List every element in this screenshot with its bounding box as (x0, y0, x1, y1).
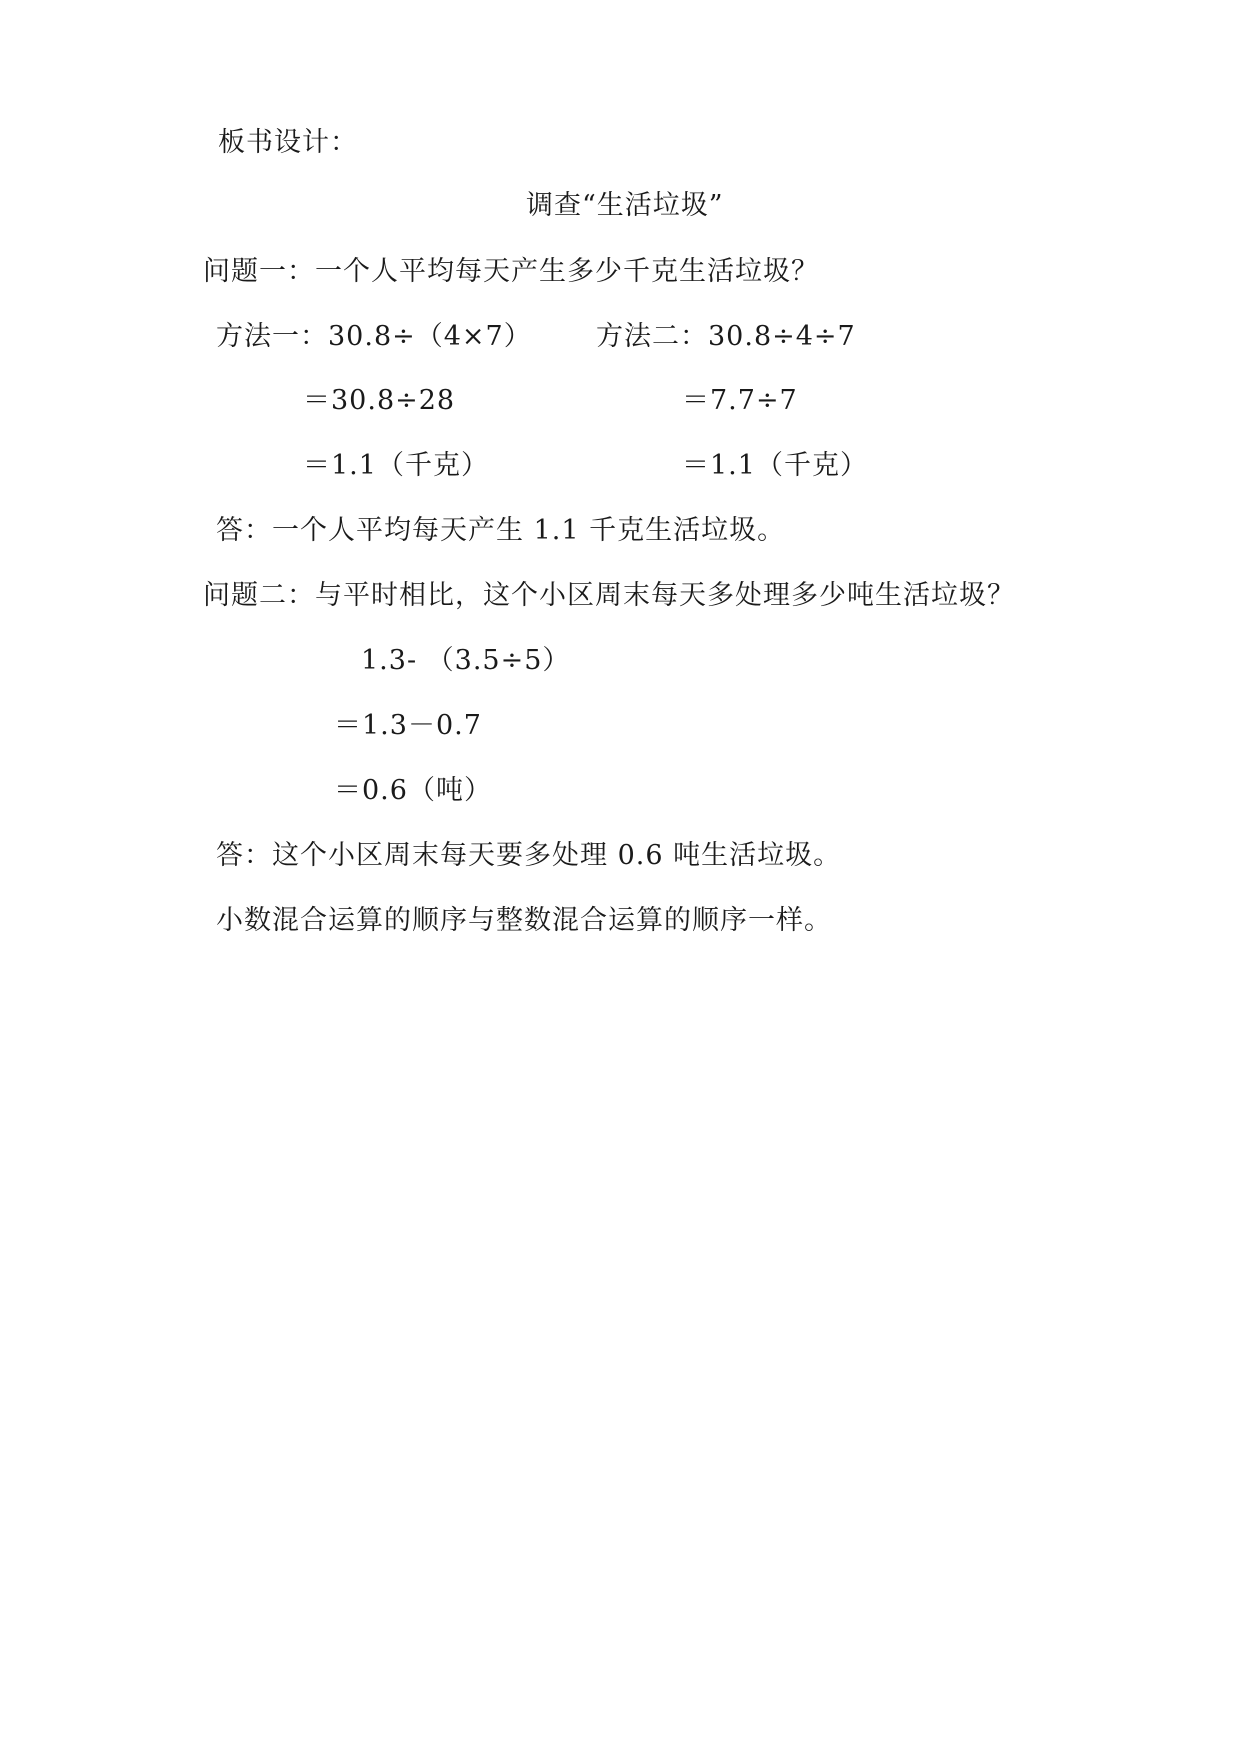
method-two-line-1: 方法二：30.8÷4÷7 (596, 321, 856, 352)
question-two-line-3: ＝0.6（吨） (334, 775, 492, 806)
method-two-line-3: ＝1.1（千克） (682, 450, 868, 481)
method-one-line-1: 方法一：30.8÷（4×7） (216, 321, 532, 352)
conclusion: 小数混合运算的顺序与整数混合运算的顺序一样。 (216, 905, 832, 936)
document-title: 调查“生活垃圾” (526, 190, 724, 221)
board-design-heading: 板书设计： (218, 127, 358, 158)
question-two: 问题二：与平时相比，这个小区周末每天多处理多少吨生活垃圾？ (203, 580, 1015, 611)
method-one-line-3: ＝1.1（千克） (303, 450, 489, 481)
question-two-line-1: 1.3- （3.5÷5） (361, 645, 571, 676)
question-one: 问题一：一个人平均每天产生多少千克生活垃圾？ (203, 256, 819, 287)
question-two-line-2: ＝1.3－0.7 (334, 710, 482, 741)
method-two-line-2: ＝7.7÷7 (682, 385, 798, 416)
answer-two: 答：这个小区周末每天要多处理 0.6 吨生活垃圾。 (216, 840, 842, 871)
method-one-line-2: ＝30.8÷28 (303, 385, 456, 416)
answer-one: 答：一个人平均每天产生 1.1 千克生活垃圾。 (216, 515, 786, 546)
